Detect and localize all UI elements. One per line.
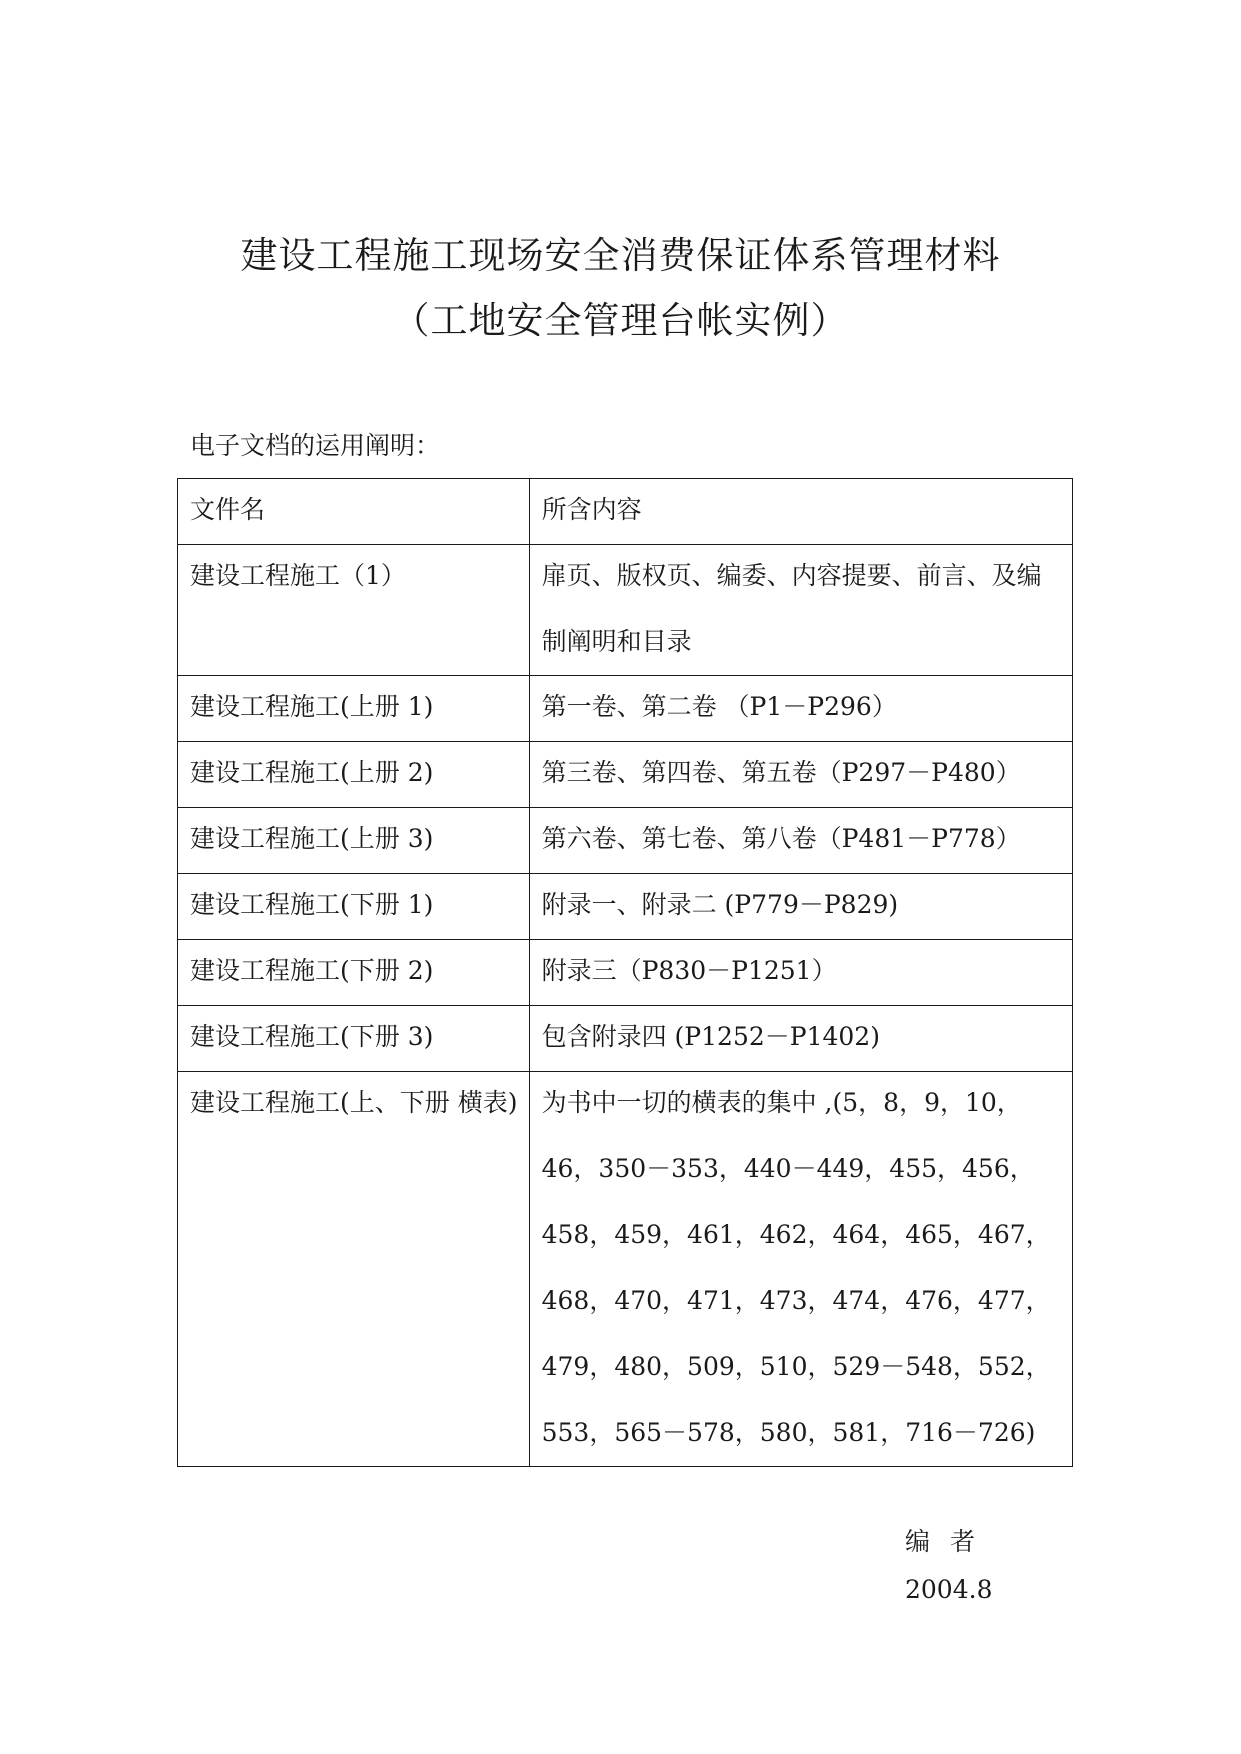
- file-name-cell: 建设工程施工(上册 3): [178, 808, 530, 874]
- file-content-cell: 扉页、版权页、编委、内容提要、前言、及编制阐明和目录: [529, 545, 1072, 676]
- file-content-cell: 附录三（P830－P1251）: [529, 940, 1072, 1006]
- file-name-cell: 建设工程施工(上、下册 横表): [178, 1072, 530, 1467]
- table-row: [178, 676, 1073, 742]
- table-row: [178, 808, 1073, 874]
- author-signature: 编者: [905, 1527, 996, 1556]
- file-name-cell: 建设工程施工（1）: [178, 545, 530, 676]
- file-content-cell: 第六卷、第七卷、第八卷（P481－P778）: [529, 808, 1072, 874]
- table-row: [178, 545, 1073, 676]
- file-content-cell: 包含附录四 (P1252－P1402): [529, 1006, 1072, 1072]
- document-subtitle: （工地安全管理台帐实例）: [392, 299, 849, 342]
- file-name-cell: 建设工程施工(下册 2): [178, 940, 530, 1006]
- file-name-cell: 建设工程施工(下册 1): [178, 874, 530, 940]
- file-name-cell: 建设工程施工(上册 1): [178, 676, 530, 742]
- document-title: 建设工程施工现场安全消费保证体系管理材料: [240, 234, 1001, 277]
- file-name-cell: 建设工程施工(上册 2): [178, 742, 530, 808]
- file-content-cell: 为书中一切的横表的集中 ,(5，8，9，10，46，350－353，440－449，455，456，458，459，461，462，464，465，467， 468，470，471，473，474，476，477，479，480，509，510，529－548，552，553，565－578，580，581，716－726): [529, 1072, 1072, 1467]
- header-filename: 文件名: [178, 479, 530, 545]
- header-contents: 所含内容: [529, 479, 1072, 545]
- document-date: 2004.8: [905, 1575, 993, 1604]
- file-content-cell: 第一卷、第二卷 （P1－P296）: [529, 676, 1072, 742]
- file-content-cell: 附录一、附录二 (P779－P829): [529, 874, 1072, 940]
- file-content-cell: 第三卷、第四卷、第五卷（P297－P480）: [529, 742, 1072, 808]
- table-row: [178, 742, 1073, 808]
- file-name-cell: 建设工程施工(下册 3): [178, 1006, 530, 1072]
- table-row: [178, 1006, 1073, 1072]
- table-row: [178, 940, 1073, 1006]
- table-row: [178, 1072, 1073, 1467]
- table-header-row: [178, 479, 1073, 545]
- file-table: [177, 478, 1073, 1467]
- usage-intro: 电子文档的运用阐明：: [190, 431, 441, 460]
- table-row: [178, 874, 1073, 940]
